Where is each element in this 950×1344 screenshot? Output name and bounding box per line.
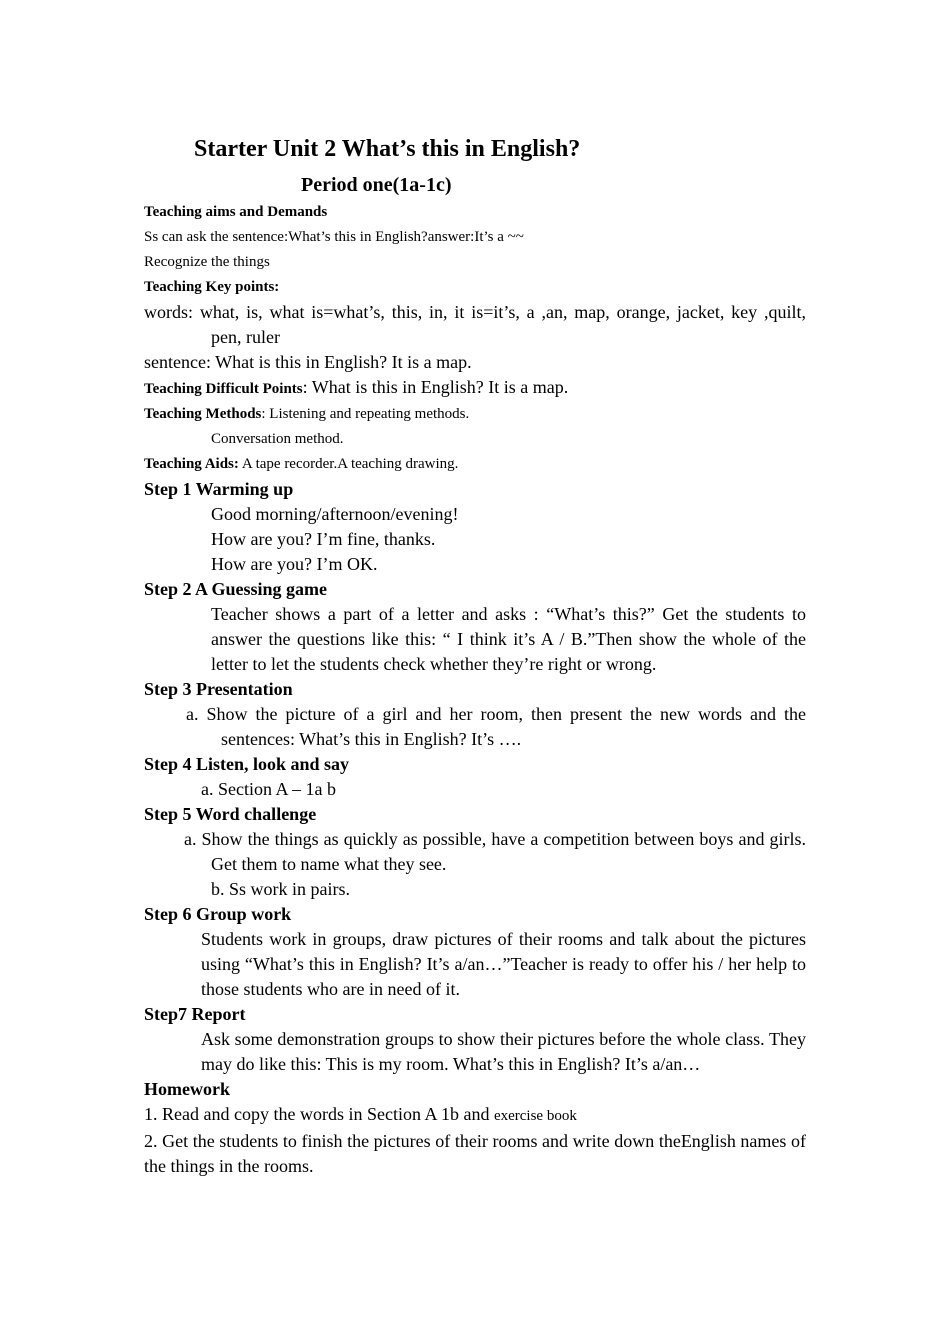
methods-text-2: Conversation method.	[211, 431, 344, 447]
homework-item-1-main: 1. Read and copy the words in Section A 1b and	[144, 1104, 494, 1124]
page-title: Starter Unit 2 What’s this in English?	[194, 136, 581, 162]
step6-text: Students work in groups, draw pictures of their rooms and talk about the pictures using “What’s this in English? It’s a/an…”Teacher is ready to offer his / her help to those students who are in need of it.	[201, 929, 806, 999]
methods-label: Teaching Methods	[144, 406, 262, 422]
difficult-points-text: : What is this in English? It is a map.	[302, 377, 569, 397]
aims-line-2: Recognize the things	[144, 254, 270, 270]
homework-item-1	[144, 1102, 806, 1129]
step2-heading: Step 2 A Guessing game	[144, 579, 328, 599]
methods-text: : Listening and repeating methods.	[261, 406, 470, 422]
step3-text: a. Show the picture of a girl and her room, then present the new words and the sentences: What’s this in English? It’s ….	[186, 704, 806, 749]
aids-label: Teaching Aids:	[144, 456, 239, 472]
step1-line: How are you? I’m fine, thanks.	[211, 529, 436, 549]
step2-text: Teacher shows a part of a letter and asks : “What’s this?” Get the students to answer the questions like this: “ I think it’s A / B.”Then show the whole of the letter to let the students check whether they’re right or wrong.	[211, 604, 806, 674]
step4-heading: Step 4 Listen, look and say	[144, 754, 350, 774]
lesson-plan-page	[144, 132, 806, 1179]
teaching-aids	[144, 452, 806, 477]
step1-heading: Step 1 Warming up	[144, 479, 294, 499]
step7-text: Ask some demonstration groups to show their pictures before the whole class. They may do like this: This is my room. What’s this in English? It’s a/an…	[201, 1029, 806, 1074]
aids-text: A tape recorder.A teaching drawing.	[238, 456, 459, 472]
homework-item-2: 2. Get the students to finish the pictures of their rooms and write down theEnglish names of the things in the rooms.	[144, 1131, 806, 1176]
difficult-points	[144, 375, 806, 402]
step5-text-b: b. Ss work in pairs.	[211, 879, 350, 899]
step7-heading: Step7 Report	[144, 1004, 246, 1024]
homework-heading: Homework	[144, 1079, 230, 1099]
difficult-points-label: Teaching Difficult Points	[144, 381, 303, 397]
step4-text: a. Section A – 1a b	[201, 779, 336, 799]
step1-line: Good morning/afternoon/evening!	[211, 504, 459, 524]
teaching-methods	[144, 402, 806, 427]
aims-heading: Teaching aims and Demands	[144, 204, 328, 220]
homework-item-1-small: exercise book	[493, 1108, 577, 1124]
key-points-heading: Teaching Key points:	[144, 279, 280, 295]
step6-heading: Step 6 Group work	[144, 904, 292, 924]
step5-text-a: a. Show the things as quickly as possible, have a competition between boys and girls. Get them to name what they see.	[184, 829, 806, 874]
step1-line: How are you? I’m OK.	[211, 554, 378, 574]
key-points-sentence: sentence: What is this in English? It is a map.	[144, 352, 472, 372]
key-points-words: words: what, is, what is=what’s, this, in, it is=it’s, a ,an, map, orange, jacket, key ,quilt, pen, ruler	[144, 302, 806, 347]
page-subtitle: Period one(1a-1c)	[301, 174, 452, 196]
step3-heading: Step 3 Presentation	[144, 679, 293, 699]
step5-heading: Step 5 Word challenge	[144, 804, 317, 824]
aims-line-1: Ss can ask the sentence:What’s this in English?answer:It’s a ~~	[144, 229, 524, 245]
